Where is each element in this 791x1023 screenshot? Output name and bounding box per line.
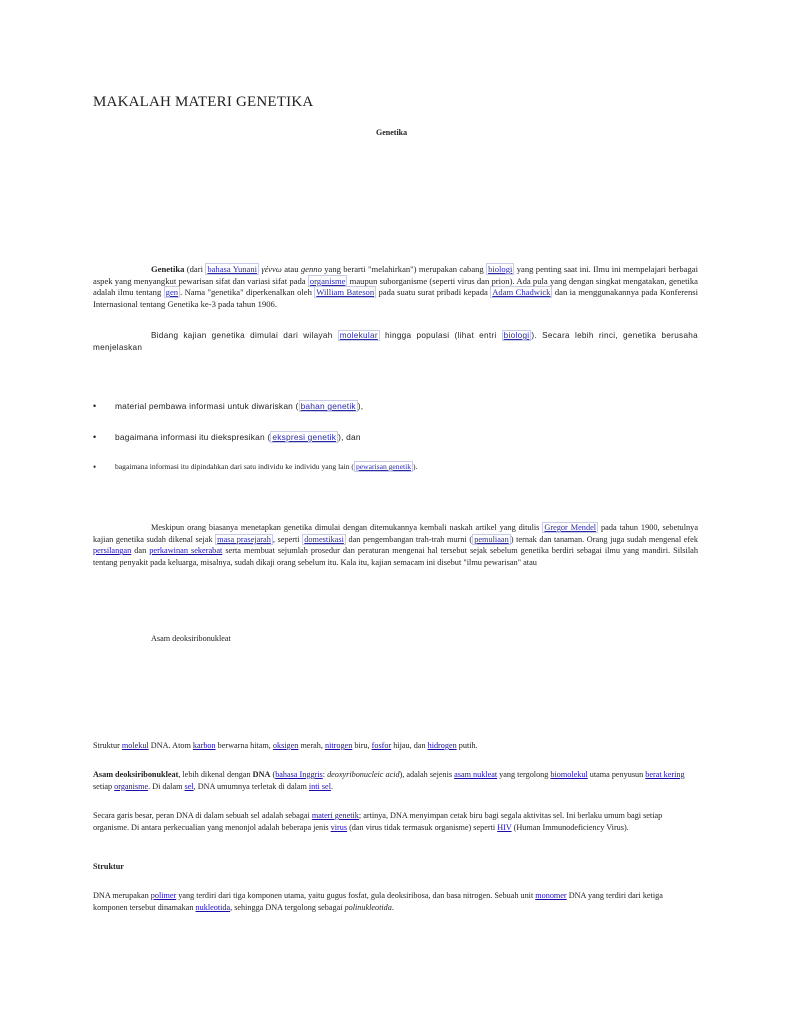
dna-definition-paragraph: Asam deoksiribonukleat, lebih dikenal dengan DNA (bahasa Inggris: deoxyribonucleic acid), adalah sejenis asam nukleat yang tergolong biomolekul utama penyusun berat kering setiap organisme. Di dalam sel, DNA umumnya terletak di dalam inti sel. (93, 770, 685, 791)
link-monomer[interactable]: monomer (535, 891, 567, 900)
link-materi-genetik[interactable]: materi genetik (311, 811, 359, 820)
link-sel[interactable]: sel (184, 781, 194, 791)
link-pewarisan-genetik[interactable]: pewarisan genetik (355, 462, 411, 471)
bullet-icon: • (93, 462, 97, 472)
link-biologi[interactable]: biologi (488, 264, 513, 274)
page-title: MAKALAH MATERI GENETIKA (93, 94, 314, 110)
link-masa-prasejarah[interactable]: masa prasejarah (217, 534, 271, 544)
link-virus[interactable]: virus (330, 822, 348, 832)
link-bahan-genetik[interactable]: bahan genetik (300, 401, 356, 411)
link-pemuliaan[interactable]: pemuliaan (474, 534, 509, 544)
image-caption: Struktur molekul DNA. Atom karbon berwarna hitam, oksigen merah, nitrogen biru, fosfor hijau, dan hidrogen putih. (93, 741, 478, 750)
link-berat-kering[interactable]: berat kering (645, 770, 685, 779)
link-nukleotida[interactable]: nukleotida (195, 902, 231, 912)
link-molekul[interactable]: molekul (121, 741, 149, 750)
link-domestikasi[interactable]: domestikasi (304, 534, 344, 544)
dna-heading: Asam deoksiribonukleat (151, 634, 231, 643)
link-adam-chadwick[interactable]: Adam Chadwick (492, 287, 551, 298)
history-paragraph: Meskipun orang biasanya menetapkan genetika dimulai dengan ditemukannya kembali naskah artikel yang ditulis Gregor Mendel pada tahun 1900, sebetulnya kajian genetika sudah dikenal sejak masa prasejarah , seperti domestikasi dan pengembangan trah-trah murni ( pemuliaan ) ternak dan tanaman. Orang juga sudah mengenal efek persilangan dan perkawinan sekerabat serta membuat sejumlah prosedur dan peraturan mengenai hal tersebut sejak sebelum genetika berdiri sebagai ilmu yang mandiri. Silsilah tentang penyakit pada keluarga, misalnya, sudah dikaji orang sebelum itu. Kala itu, kajian semacam ini disebut "ilmu pewarisan" atau (93, 523, 699, 567)
bullet-icon: • (93, 432, 97, 442)
link-persilangan[interactable]: persilangan (93, 546, 132, 556)
link-bahasa-inggris[interactable]: bahasa Inggris (275, 770, 323, 779)
link-oksigen[interactable]: oksigen (272, 741, 299, 750)
link-polimer[interactable]: polimer (150, 891, 177, 900)
scope-paragraph: Bidang kajian genetika dimulai dari wilayah molekular hingga populasi (lihat entri biologi ). Secara lebih rinci, genetika berusaha menjelaskan (93, 331, 699, 352)
link-inti-sel[interactable]: inti sel (308, 781, 331, 791)
link-molekular[interactable]: molekular (339, 331, 378, 340)
link-biomolekul[interactable]: biomolekul (550, 770, 588, 779)
section-title-genetika: Genetika (376, 128, 408, 137)
link-hidrogen[interactable]: hidrogen (427, 741, 457, 750)
link-gregor-mendel[interactable]: Gregor Mendel (544, 523, 597, 532)
link-william-bateson[interactable]: William Bateson (316, 287, 375, 298)
link-gen[interactable]: gen (165, 287, 179, 298)
link-fosfor[interactable]: fosfor (371, 741, 392, 750)
link-organisme-2[interactable]: organisme (114, 781, 149, 791)
link-bahasa-yunani[interactable]: bahasa Yunani (207, 264, 258, 274)
dna-role-paragraph: Secara garis besar, peran DNA di dalam sebuah sel adalah sebagai materi genetik; artinya, DNA menyimpan cetak biru bagi segala aktivitas sel. Ini berlaku umum bagi setiap organisme. Di antara perkecualian yang menonjol adalah beberapa jenis virus (dan virus tidak termasuk organisme) seperti HIV (Human Immunodeficiency Virus). (93, 811, 663, 832)
intro-paragraph: Genetika (dari bahasa Yunani γέννω atau genno yang berarti "melahirkan") merupakan cabang biologi yang penting saat ini. Ilmu ini mempelajari berbagai aspek yang menyangkut pewarisan sifat dan variasi sifat pada organisme maupun suborganisme (seperti virus dan prion). Ada pula yang dengan singkat mengatakan, genetika adalah ilmu tentang gen . Nama "genetika" diperkenalkan oleh William Bateson pada suatu surat pribadi kepada Adam Chadwick dan ia menggunakannya pada Konferensi Internasional tentang Genetika ke-3 pada tahun 1906. (93, 264, 699, 309)
bullet-icon: • (93, 401, 97, 411)
link-karbon[interactable]: karbon (192, 741, 216, 750)
link-nitrogen[interactable]: nitrogen (325, 741, 353, 750)
link-organisme[interactable]: organisme (309, 275, 346, 286)
term-genetika: Genetika (151, 264, 185, 274)
link-perkawinan-sekerabat[interactable]: perkawinan sekerabat (149, 546, 223, 556)
link-ekspresi-genetik[interactable]: ekspresi genetik (272, 432, 337, 442)
link-biologi-2[interactable]: biologi (503, 331, 530, 340)
link-hiv[interactable]: HIV (497, 822, 512, 832)
struktur-paragraph: DNA merupakan polimer yang terdiri dari tiga komponen utama, yaitu gugus fosfat, gula deoksiribosa, dan basa nitrogen. Sebuah unit monomer DNA yang terdiri dari ketiga komponen tersebut dinamakan nukleotida, sehingga DNA tergolong sebagai polinukleotida. (93, 891, 663, 912)
struktur-heading: Struktur (93, 862, 124, 871)
link-asam-nukleat[interactable]: asam nukleat (454, 770, 498, 779)
